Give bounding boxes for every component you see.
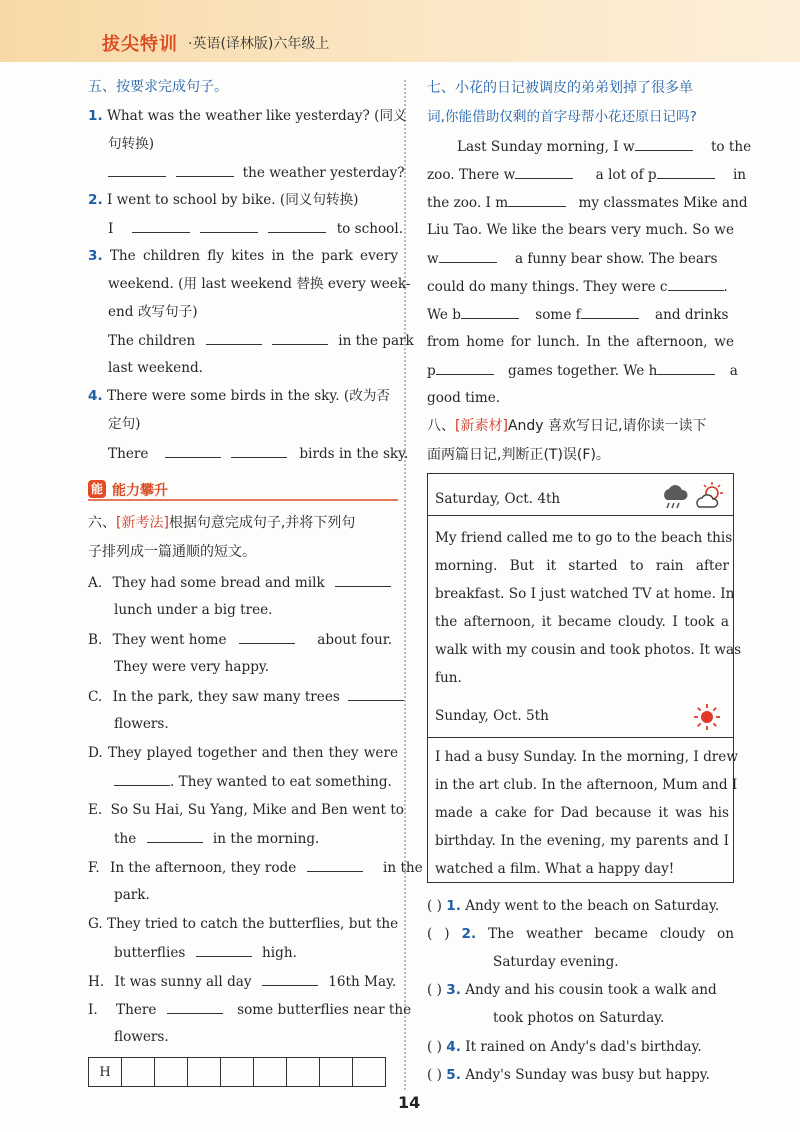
diary1-line: morning. But it started to rain after: [435, 558, 729, 574]
tf-question-4: ( ) 4. It rained on Andy's dad's birthday.: [427, 1039, 702, 1055]
diary-separator: [427, 515, 734, 516]
answer-blank[interactable]: [268, 218, 326, 233]
q3-line5: last weekend.: [108, 360, 203, 376]
q1-number: 1.: [88, 108, 103, 124]
tf-question-1: ( ) 1. Andy went to the beach on Saturday.: [427, 898, 720, 914]
q3-line4: The children in the park: [108, 330, 414, 351]
answer-paren[interactable]: ( ): [427, 1039, 442, 1055]
answer-blank[interactable]: [272, 330, 328, 345]
section6-heading-line2: 子排列成一篇通顺的短文。: [88, 544, 256, 560]
q3-line1: 3. The children fly kites in the park every: [88, 248, 398, 264]
tf-question-2-line2: Saturday evening.: [493, 954, 619, 970]
new-method-tag: [新考法]: [116, 515, 169, 531]
answer-blank[interactable]: [231, 443, 287, 458]
answer-blank[interactable]: [508, 192, 566, 207]
diary1-line: My friend called me to go to the beach this: [435, 530, 733, 546]
answer-order-table: [88, 1057, 386, 1087]
item-f-line2: park.: [114, 887, 150, 903]
ability-underline: [88, 499, 398, 501]
item-b: B. They went home about four.: [88, 629, 392, 650]
answer-blank[interactable]: [635, 136, 693, 151]
section5-heading: 五、按要求完成句子。: [88, 79, 228, 95]
brand-title: 拔尖特训: [102, 34, 178, 55]
page-number: 14: [398, 1093, 421, 1112]
q1-line2: 句转换): [108, 136, 155, 152]
diary-fill-line10: good time.: [427, 390, 501, 406]
answer-cell[interactable]: [155, 1058, 188, 1087]
item-a: A. They had some bread and milk: [88, 572, 391, 593]
answer-blank[interactable]: [206, 330, 262, 345]
diary-fill-line2: zoo. There w a lot of p in: [427, 164, 746, 185]
answer-blank[interactable]: [200, 218, 258, 233]
answer-paren[interactable]: ( ): [427, 926, 450, 942]
answer-blank[interactable]: [196, 942, 252, 957]
diary-fill-line1: Last Sunday morning, I w to the: [457, 136, 751, 157]
answer-cell[interactable]: [287, 1058, 320, 1087]
diary-fill-line3: the zoo. I m my classmates Mike and: [427, 192, 748, 213]
new-material-tag: [新素材]: [455, 418, 508, 434]
tf-question-2: ( ) 2. The weather became cloudy on: [427, 926, 735, 942]
item-d-line2: . They wanted to eat something.: [114, 771, 392, 792]
answer-cell[interactable]: [254, 1058, 287, 1087]
item-e: E. So Su Hai, Su Yang, Mike and Ben went to: [88, 802, 404, 818]
rain-cloud-icon: [660, 483, 690, 511]
partly-cloudy-icon: [695, 481, 725, 511]
tf-question-3-line2: took photos on Saturday.: [493, 1010, 665, 1026]
diary2-line: birthday. In the evening, my parents and I: [435, 833, 729, 849]
answer-cell[interactable]: [221, 1058, 254, 1087]
answer-blank[interactable]: [335, 572, 391, 587]
answer-cell: H: [89, 1058, 122, 1087]
diary2-date: Sunday, Oct. 5th: [435, 708, 549, 724]
answer-blank[interactable]: [176, 162, 234, 177]
diary1-line: breakfast. So I just watched TV at home. In: [435, 586, 735, 602]
answer-blank[interactable]: [114, 771, 170, 786]
item-c-line2: flowers.: [114, 716, 169, 732]
answer-blank[interactable]: [668, 276, 724, 291]
q4-line3: There birds in the sky.: [108, 443, 408, 464]
answer-paren[interactable]: ( ): [427, 1067, 442, 1083]
ability-icon: 能: [88, 480, 106, 498]
item-d: D. They played together and then they were: [88, 745, 399, 761]
section6-heading: 六、[新考法]根据句意完成句子,并将下列句: [88, 515, 356, 531]
answer-blank[interactable]: [461, 304, 519, 319]
answer-blank[interactable]: [657, 360, 715, 375]
diary-fill-line7: We b some f and drinks: [427, 304, 728, 325]
q1-line3: the weather yesterday?: [108, 162, 405, 183]
diary1-date: Saturday, Oct. 4th: [435, 491, 561, 507]
section7-heading-line2: 词,你能借助仅剩的首字母帮小花还原日记吗?: [427, 109, 697, 125]
q1-line1: 1. What was the weather like yesterday? (同义: [88, 108, 407, 124]
q2-line2: I to school.: [108, 218, 403, 239]
item-g: G. They tried to catch the butterflies, but the: [88, 916, 399, 932]
diary2-line: made a cake for Dad because it was his: [435, 805, 729, 821]
answer-blank[interactable]: [515, 164, 573, 179]
answer-blank[interactable]: [239, 629, 295, 644]
answer-blank[interactable]: [307, 857, 363, 872]
answer-cell[interactable]: [188, 1058, 221, 1087]
diary-fill-line8: from home for lunch. In the afternoon, we: [427, 334, 734, 350]
section8-heading: 八、[新素材]Andy 喜欢写日记,请你读一读下: [427, 418, 707, 434]
section8-heading-line2: 面两篇日记,判断正(T)误(F)。: [427, 447, 610, 463]
answer-blank[interactable]: [439, 248, 497, 263]
answer-cell[interactable]: [320, 1058, 353, 1087]
answer-blank[interactable]: [657, 164, 715, 179]
item-g-line2: butterflies high.: [114, 942, 297, 963]
ability-banner: [88, 480, 398, 502]
diary-fill-line6: could do many things. They were c .: [427, 276, 728, 297]
tf-question-5: ( ) 5. Andy's Sunday was busy but happy.: [427, 1067, 711, 1083]
answer-paren[interactable]: ( ): [427, 982, 442, 998]
item-i-line2: flowers.: [114, 1029, 169, 1045]
book-subtitle: ·英语(译林版)六年级上: [188, 36, 330, 52]
item-h: H. It was sunny all day 16th May.: [88, 971, 396, 992]
q4-line1: 4. There were some birds in the sky. (改为否: [88, 388, 391, 404]
item-e-line2: the in the morning.: [114, 828, 319, 849]
item-b-line2: They were very happy.: [114, 659, 270, 675]
answer-blank[interactable]: [165, 443, 221, 458]
page-header: [0, 0, 800, 62]
diary2-line: I had a busy Sunday. In the morning, I drew: [435, 749, 738, 765]
answer-blank[interactable]: [436, 360, 494, 375]
q4-line2: 定句): [108, 416, 141, 432]
answer-cell[interactable]: [353, 1058, 386, 1087]
q3-line3: end 改写句子): [108, 304, 198, 320]
q2-line1: 2. I went to school by bike. (同义句转换): [88, 192, 359, 208]
diary2-line: in the art club. In the afternoon, Mum and I: [435, 777, 738, 793]
answer-blank[interactable]: [108, 162, 166, 177]
diary-fill-line5: w a funny bear show. The bears: [427, 248, 717, 269]
diary2-line: watched a film. What a happy day!: [435, 861, 675, 877]
answer-cell[interactable]: [122, 1058, 155, 1087]
sun-icon: [693, 703, 721, 731]
section7-heading: 七、小花的日记被调皮的弟弟划掉了很多单: [427, 80, 693, 96]
column-divider: [404, 80, 406, 1090]
diary1-line: walk with my cousin and took photos. It was: [435, 642, 742, 658]
ability-label: 能力攀升: [112, 483, 168, 499]
diary-separator: [427, 737, 734, 738]
diary1-line: the afternoon, it became cloudy. I took a: [435, 614, 729, 630]
answer-blank[interactable]: [581, 304, 639, 319]
answer-blank[interactable]: [348, 686, 404, 701]
item-i: I. There some butterflies near the: [88, 999, 411, 1020]
tf-question-3: ( ) 3. Andy and his cousin took a walk and: [427, 982, 717, 998]
diary-fill-line4: Liu Tao. We like the bears very much. So we: [427, 222, 734, 238]
answer-blank[interactable]: [147, 828, 203, 843]
answer-blank[interactable]: [167, 999, 223, 1014]
item-a-line2: lunch under a big tree.: [114, 602, 273, 618]
q3-line2: weekend. (用 last weekend 替换 every week-: [108, 276, 411, 292]
item-c: C. In the park, they saw many trees: [88, 686, 404, 707]
answer-blank[interactable]: [132, 218, 190, 233]
answer-paren[interactable]: ( ): [427, 898, 442, 914]
item-f: F. In the afternoon, they rode in the: [88, 857, 423, 878]
answer-blank[interactable]: [262, 971, 318, 986]
diary1-line: fun.: [435, 670, 462, 686]
diary-fill-line9: p games together. We h a: [427, 360, 738, 381]
